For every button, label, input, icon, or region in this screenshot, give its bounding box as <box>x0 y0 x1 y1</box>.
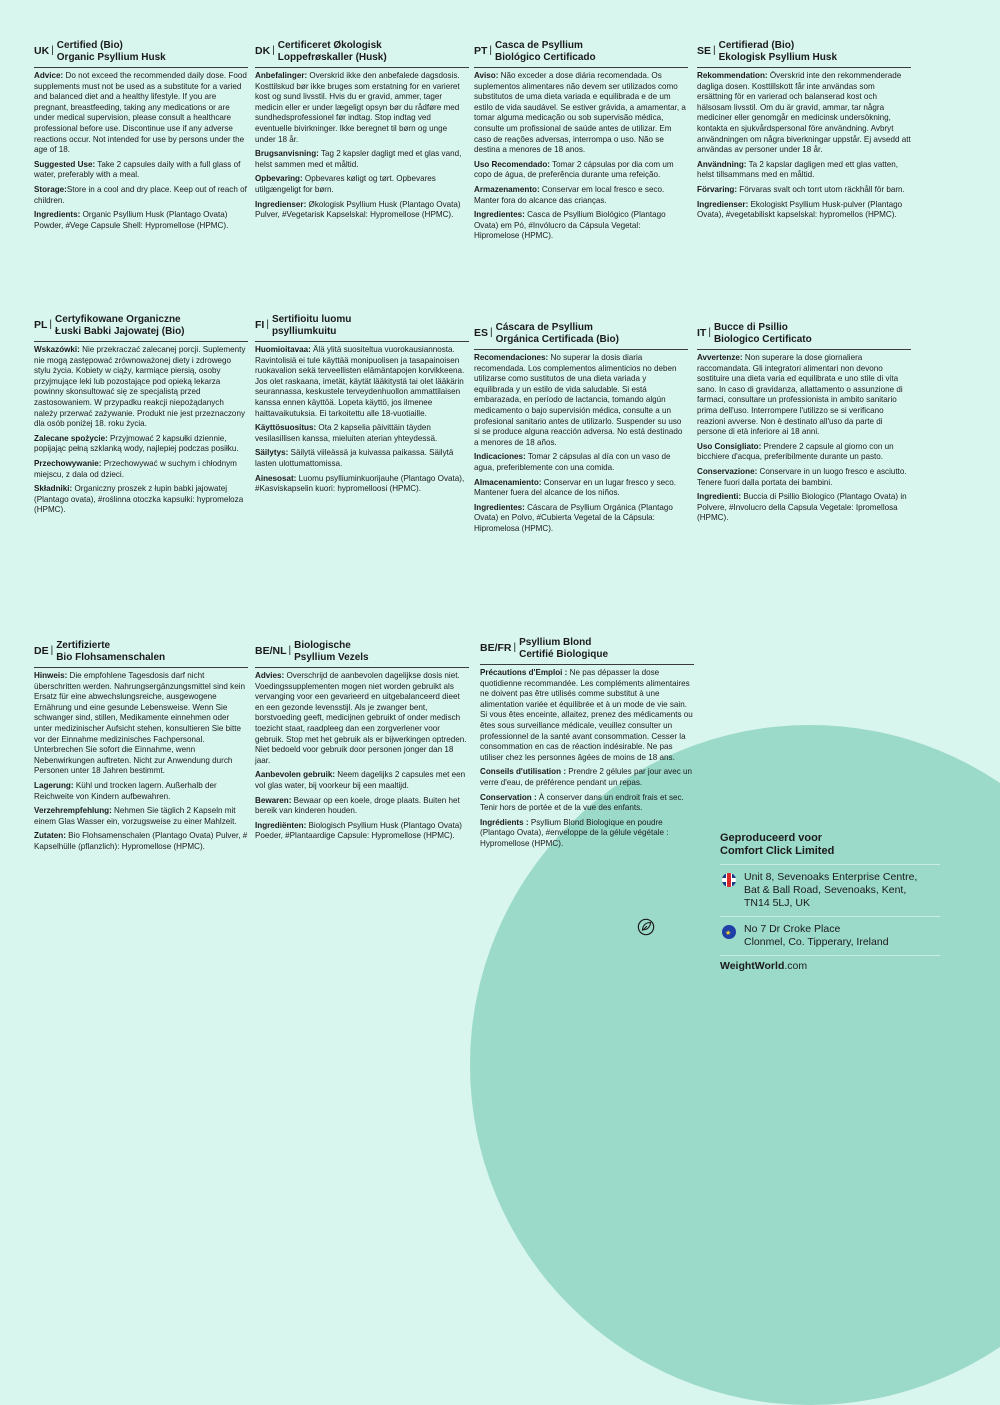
info-paragraph <box>255 770 469 791</box>
paragraph-text: À conserver dans un endroit frais et sec. Tenir hors de portée et de la vue des enfants. <box>480 792 684 813</box>
divider <box>697 67 911 68</box>
info-paragraph <box>697 185 911 196</box>
paragraph-label: Wskazówki: <box>34 345 80 354</box>
product-title: Zertifizierte Bio Flohsamenschalen <box>56 640 166 663</box>
uk-flag-icon <box>722 873 736 887</box>
country-code: DE <box>34 645 49 657</box>
info-paragraph <box>697 353 911 438</box>
section-uk <box>34 40 248 235</box>
paragraph-text: Do not exceed the recommended daily dose. Food supplements must not be used as a substitute for a varied and balanced diet and a healthy lifestyle. If you are pregnant, breastfeeding, taking any medications or are under medical supervision, please consult a healthcare professional before use. Discontinue use if any adverse reactions occur. Not intended for use by persons under the age of 18. <box>34 71 247 155</box>
paragraph-label: Armazenamento: <box>474 184 540 194</box>
paragraph-text: Buccia di Psillio Biologico (Plantago Ovata) in Polvere, #Involucro della Capsula Vegetale: Ipromellosa (HPMC). <box>697 492 907 523</box>
separator: | <box>288 645 292 656</box>
paragraph-label: Przechowywanie: <box>34 458 102 468</box>
paragraph-label: Säilytys: <box>255 448 289 458</box>
paragraph-text: Não exceder a dose diária recomendada. Os suplementos alimentares não devem ser utilizados como substitutos de uma dieta variada e equilibrada e de um estilo de vida saudável. Se estiver grávida, a amamentar, a tomar alguma medicação ou sob supervisão médica, consulte um profissional de saúde antes de utilizar. Em caso de reações adversas, interrompa o uso. Não se destina a menores de 18 anos. <box>474 71 686 155</box>
product-title: Cáscara de Psyllium Orgánica Certificada (Bio) <box>495 322 619 345</box>
info-paragraph <box>255 474 469 495</box>
section-header <box>255 40 469 63</box>
paragraph-text: Overskrid ikke den anbefalede dagsdosis. Kosttilskud bør ikke bruges som erstatning for en varieret kost og sund livsstil. Hvis du er gravid, ammer, tager medicin eller er under lægeligt opsyn bør du rådføre med sundhedsprofessionel før indtag. Stop indtag ved eventuelle bivirkninger. Ikke beregnet til børn og unge under 18 år. <box>255 71 460 144</box>
paragraph-text: Ne pas dépasser la dose quotidienne recommandée. Les compléments alimentaires ne doivent pas être utilisés comme substitut à une alimentation variée et équilibrée et à un mode de vie sain. Si vous êtes enceinte, allaitez, prenez des médicaments ou êtes sous surveillance médicale, veuillez consulter un professionnel de la santé avant consommation. Cesser la consommation en cas de réaction indésirable. Ne pas utiliser chez les personnes âgées de moins de 18 ans. <box>480 668 693 762</box>
separator: | <box>266 319 269 330</box>
info-paragraph <box>255 149 469 170</box>
separator: | <box>490 327 493 338</box>
separator: | <box>272 45 275 56</box>
divider <box>474 67 688 68</box>
website <box>720 956 940 972</box>
paragraph-label: Zalecane spożycie: <box>34 433 108 443</box>
info-paragraph <box>34 160 248 181</box>
paragraph-text: Tomar 2 cápsulas por dia com um copo de água, de preferência durante uma refeição. <box>474 159 674 180</box>
separator: | <box>489 45 493 56</box>
paragraph-label: Recomendaciones: <box>474 353 549 362</box>
paragraph-label: Lagerung: <box>34 780 74 790</box>
country-code: SE <box>697 45 712 57</box>
info-paragraph <box>255 821 469 842</box>
paragraph-label: Zutaten: <box>34 831 66 841</box>
info-paragraph <box>480 668 694 763</box>
website-tld: .com <box>784 960 808 972</box>
product-title: Certyfikowane Organiczne Łuski Babki Jajowatej (Bio) <box>55 314 185 337</box>
product-title: Bucce di Psillio Biologico Certificato <box>713 322 812 345</box>
paragraph-text: Ota 2 kapselia päivittäin täyden vesilasillisen kanssa, mieluiten aterian yhteydessä. <box>255 423 438 443</box>
paragraph-label: Suggested Use: <box>34 159 96 169</box>
section-header <box>255 314 469 337</box>
section-pt <box>474 40 688 246</box>
paragraph-label: Ingredienser: <box>697 199 749 209</box>
info-paragraph <box>34 831 248 852</box>
uk-address: Unit 8, Sevenoaks Enterprise Centre, Bat & Ball Road, Sevenoaks, Kent, TN14 5LJ, UK <box>744 871 918 909</box>
vegan-leaf-icon <box>637 918 655 936</box>
info-paragraph <box>34 185 248 206</box>
paragraph-text: Conservare in un luogo fresco e asciutto. Tenere fuori dalla portata dei bambini. <box>697 466 907 487</box>
info-paragraph <box>255 174 469 195</box>
paragraph-text: Opbevares køligt og tørt. Opbevares utilgængeligt for børn. <box>255 174 436 194</box>
info-paragraph <box>34 671 248 777</box>
info-paragraph <box>474 185 688 206</box>
section-header <box>34 40 248 63</box>
paragraph-label: Huomioitavaa: <box>255 345 311 354</box>
section-pl <box>34 314 248 520</box>
paragraph-label: Användning: <box>697 159 747 169</box>
paragraph-label: Förvaring: <box>697 184 738 194</box>
paragraph-text: Ta 2 kapslar dagligen med ett glas vatten, helst tillsammans med en måltid. <box>697 159 898 180</box>
paragraph-text: Conservar en un lugar fresco y seco. Mantener fuera del alcance de los niños. <box>474 477 676 498</box>
paragraph-label: Almacenamiento: <box>474 477 542 487</box>
paragraph-label: Brugsanvisning: <box>255 149 319 159</box>
paragraph-text: Nie przekraczać zalecanej porcji. Suplementy nie mogą zastępować zrównoważonej diety i zdrowego stylu życia. Kobiety w ciąży, karmiące piersią, osoby przyjmujące leki lub pozostające pod opieką lekarza powinny skonsultować się ze specjalistą przed zastosowaniem. W przypadku reakcji niepożądanych należy przerwać zażywanie. Produkt nie jest przeznaczony dla osób poniżej 18. roku życia. <box>34 345 246 429</box>
separator: | <box>513 642 517 653</box>
paragraph-text: Cáscara de Psyllium Orgánica (Plantago Ovata) en Polvo, #Cubierta Vegetal de la Cápsula: Hipromelosa (HPMC). <box>474 502 673 533</box>
info-paragraph <box>34 459 248 480</box>
section-be-fr <box>480 637 694 854</box>
separator: | <box>51 45 54 56</box>
product-title: Certificeret Økologisk Loppefrøskaller (Husk) <box>277 40 387 63</box>
info-paragraph <box>34 210 248 231</box>
paragraph-text: Förvaras svalt och torrt utom räckhåll för barn. <box>737 184 905 194</box>
section-dk <box>255 40 469 225</box>
paragraph-label: Ingredientes: <box>474 502 525 512</box>
paragraph-label: Opbevaring: <box>255 174 303 184</box>
paragraph-text: Organic Psyllium Husk (Plantago Ovata) Powder, #Vege Capsule Shell: Hypromellose (HPMC). <box>34 210 229 230</box>
separator: | <box>713 45 716 56</box>
paragraph-text: Nehmen Sie täglich 2 Kapseln mit einem Glas Wasser ein, vorzugsweise zu einer Mahlzeit. <box>34 806 237 826</box>
paragraph-text: Bio Flohsamenschalen (Plantago Ovata) Pulver, # Kapselhülle (pflanzlich): Hypromellose (HPMC). <box>34 831 248 851</box>
info-paragraph <box>474 71 688 156</box>
paragraph-text: Neem dagelijks 2 capsules met een vol glas water, bij voorkeur bij een maaltijd. <box>255 770 466 790</box>
paragraph-text: Prendere 2 capsule al giorno con un bicchiere d'acqua, preferibilmente durante un pasto. <box>697 441 894 462</box>
uk-address-row <box>720 865 940 916</box>
paragraph-text: Overschrijd de aanbevolen dagelijkse dosis niet. Voedingssupplementen mogen niet worden gebruikt als vervanging voor een gevarieerd en uitgebalanceerd dieet en een gezonde levensstijl. Als je zwanger bent, borstvoeding geeft, medicijnen gebruikt of onder medisch toezicht staat, raadpleeg dan een zorgverlener voor gebruik. Stop met het gebruik als er bijwerkingen optreden. Niet bedoeld voor gebruik door personen jonger dan 18 jaar. <box>255 671 467 765</box>
separator: | <box>708 327 711 338</box>
paragraph-label: Bewaren: <box>255 795 292 805</box>
info-paragraph <box>697 467 911 488</box>
section-de <box>34 640 248 857</box>
info-paragraph <box>255 345 469 419</box>
paragraph-label: Uso Recomendado: <box>474 159 551 169</box>
info-paragraph <box>474 353 688 448</box>
info-paragraph <box>697 492 911 524</box>
paragraph-label: Ingredienser: <box>255 199 307 209</box>
paragraph-text: Kühl und trocken lagern. Außerhalb der Reichweite von Kindern aufbewahren. <box>34 780 217 801</box>
paragraph-text: Psyllium Blond Biologique en poudre (Plantago Ovata), #enveloppe de la gélule végétale : Hypromellose (HPMC). <box>480 817 669 848</box>
paragraph-label: Conseils d'utilisation : <box>480 767 567 777</box>
product-title: Certified (Bio) Organic Psyllium Husk <box>56 40 166 63</box>
paragraph-label: Składniki: <box>34 484 73 494</box>
divider <box>34 667 248 668</box>
info-paragraph <box>255 423 469 444</box>
product-title: Certifierad (Bio) Ekologisk Psyllium Husk <box>718 40 837 63</box>
info-paragraph <box>697 200 911 221</box>
paragraph-label: Précautions d'Emploi : <box>480 668 568 677</box>
paragraph-label: Hinweis: <box>34 671 68 680</box>
paragraph-text: Ekologiskt Psyllium Husk-pulver (Plantago Ovata), #vegetabiliskt kapselskal: hypromellos (HPMC). <box>697 199 903 220</box>
info-paragraph <box>474 160 688 181</box>
divider <box>697 349 911 350</box>
divider <box>255 67 469 68</box>
paragraph-text: Przyjmować 2 kapsułki dziennie, popijając pełną szklanką wody, najlepiej podczas posiłku. <box>34 433 239 454</box>
divider <box>480 664 694 665</box>
country-code: BE/FR <box>480 642 512 654</box>
divider <box>34 341 248 342</box>
paragraph-text: Store in a cool and dry place. Keep out of reach of children. <box>34 184 247 205</box>
info-paragraph <box>34 345 248 430</box>
info-paragraph <box>474 503 688 535</box>
paragraph-text: Przechowywać w suchym i chłodnym miejscu, z dala od dzieci. <box>34 458 237 479</box>
info-paragraph <box>474 478 688 499</box>
info-paragraph <box>697 160 911 181</box>
paragraph-label: Storage: <box>34 184 67 194</box>
info-paragraph <box>480 818 694 850</box>
info-paragraph <box>474 452 688 473</box>
separator: | <box>50 645 54 656</box>
paragraph-label: Ainesosat: <box>255 473 297 483</box>
paragraph-label: Advice: <box>34 71 64 80</box>
paragraph-text: Take 2 capsules daily with a full glass of water, preferably with a meal. <box>34 159 241 180</box>
paragraph-label: Rekommendation: <box>697 71 768 80</box>
paragraph-label: Ingredienti: <box>697 492 742 502</box>
paragraph-text: Tag 2 kapsler dagligt med et glas vand, helst sammen med et måltid. <box>255 149 462 169</box>
paragraph-label: Verzehrempfehlung: <box>34 806 112 816</box>
info-paragraph <box>34 781 248 802</box>
paragraph-label: Aanbevolen gebruik: <box>255 770 336 780</box>
paragraph-label: Conservazione: <box>697 466 758 476</box>
info-paragraph <box>255 671 469 766</box>
country-code: PL <box>34 319 48 331</box>
paragraph-text: Casca de Psyllium Biológico (Plantago Ovata) em Pó, #Invólucro da Cápsula Vegetal: Hipromelose (HPMC). <box>474 210 666 241</box>
paragraph-text: Luomu psylliuminkuorijauhe (Plantago Ovata), #Kasviskapselin kuori: hypromelloosi (HPMC). <box>255 473 465 494</box>
info-paragraph <box>34 71 248 156</box>
paragraph-label: Uso Consigliato: <box>697 441 762 451</box>
website-name: WeightWorld <box>720 960 785 972</box>
paragraph-text: Organiczny proszek z łupin babki jajowatej (Plantago ovata), #roślinna otoczka kapsułki: hypromeloza (HPMC). <box>34 484 244 515</box>
paragraph-text: Säilytä viileässä ja kuivassa paikassa. Säilytä lasten ulottumattomissa. <box>255 448 454 468</box>
product-title: Biologische Psyllium Vezels <box>294 640 369 663</box>
manufacturer-block <box>720 832 940 972</box>
paragraph-label: Käyttösuositus: <box>255 423 317 433</box>
section-header <box>474 322 688 345</box>
paragraph-label: Ingredients: <box>34 210 81 220</box>
paragraph-text: No superar la dosis diaria recomendada. Los complementos alimenticios no deben utilizarse como sustitutos de una dieta variada y equilibrada y un estilo de vida saludable. Si está embarazada, en período de lactancia, tomando algún medicamento o bajo supervisión médica, consulte a un profesional sanitario antes de utilizarlo. Suspender su uso si se produce alguna reacción adversa. No está destinado a menores de 18 años. <box>474 353 683 447</box>
section-header <box>255 640 469 663</box>
section-se <box>697 40 911 225</box>
paragraph-label: Ingrédients : <box>480 817 529 827</box>
info-paragraph <box>697 71 911 156</box>
country-code: FI <box>255 319 265 331</box>
product-title: Psyllium Blond Certifié Biologique <box>519 637 609 660</box>
divider <box>34 67 248 68</box>
paragraph-text: Tomar 2 cápsulas al día con un vaso de agua, preferiblemente con una comida. <box>474 452 671 472</box>
info-paragraph <box>255 71 469 145</box>
paragraph-text: Biologisch Psyllium Husk (Plantago Ovata) Poeder, #Plantaardige Capsule: Hypromellose (HPMC). <box>255 820 462 841</box>
paragraph-text: Älä ylitä suositeltua vuorokausiannosta. Ravintolisiä ei tule käyttää monipuolisen ja tasapainoisen ruokavalion sekä terveellisten elämäntapojen korvikkeena. Jos olet raskaana, imetät, käytät lääkitystä tai olet lääkärin seurannassa, keskustele terveydenhuollon ammattilaisen kanssa ennen käyttöä. Lopeta käyttö, jos ilmenee haittavaikutuksia. Ei tarkoitettu alle 18-vuotiaille. <box>255 345 465 418</box>
section-es <box>474 322 688 539</box>
info-paragraph <box>697 442 911 463</box>
paragraph-text: Økologisk Psyllium Husk (Plantago Ovata) Pulver, #Vegetarisk Kapselskal: Hypromellose (HPMC). <box>255 199 461 220</box>
section-it <box>697 322 911 528</box>
info-paragraph <box>255 200 469 221</box>
info-paragraph <box>255 448 469 469</box>
country-code: DK <box>255 45 271 57</box>
separator: | <box>49 319 53 330</box>
divider <box>255 667 469 668</box>
paragraph-label: Indicaciones: <box>474 452 526 462</box>
info-paragraph <box>480 767 694 788</box>
paragraph-text: Bewaar op een koele, droge plaats. Buiten het bereik van kinderen houden. <box>255 795 460 816</box>
section-header <box>34 314 248 337</box>
section-header <box>480 637 694 660</box>
section-header <box>697 322 911 345</box>
paragraph-text: Överskrid inte den rekommenderade dagliga dosen. Kosttillskott får inte användas som ersättning för en varierad och balanserad kost och hälsosam livsstil. Om du är gravid, ammar, tar några mediciner eller genomgår en medicinsk undersökning, kontakta en sjukvårdspersonal före användning. Avbryt användningen om några biverkningar uppstår. Ej avsedd att användas av personer under 18 år. <box>697 71 911 155</box>
paragraph-label: Avvertenze: <box>697 353 743 362</box>
product-title: Sertifioitu luomu psylliumkuitu <box>271 314 352 337</box>
paragraph-text: Die empfohlene Tagesdosis darf nicht überschritten werden. Nahrungsergänzungsmittel sind kein Ersatz für eine abwechslungsreiche, ausgewogene Ernährung und eine gesunde Lebensweise. Wenn Sie schwanger sind, stillen, Medikamente einnehmen oder unter medizinischer Aufsicht stehen, konsultieren Sie bitte vor der Einnahme medizinisches Fachpersonal. Unterbrechen Sie sofort die Einnahme, wenn Nebenwirkungen auftreten. Nicht zur Anwendung durch Personen unter 18 Jahren bestimmt. <box>34 671 246 776</box>
country-code: PT <box>474 45 488 57</box>
info-paragraph <box>34 484 248 516</box>
info-paragraph <box>255 796 469 817</box>
paragraph-text: Conservar em local fresco e seco. Manter fora do alcance das crianças. <box>474 184 665 205</box>
section-fi <box>255 314 469 499</box>
divider <box>474 349 688 350</box>
paragraph-text: Prendre 2 gélules par jour avec un verre d'eau, de préférence pendant un repas. <box>480 767 693 787</box>
paragraph-label: Anbefalinger: <box>255 71 308 80</box>
manufacturer-title: Geproduceerd voor Comfort Click Limited <box>720 832 835 857</box>
info-paragraph <box>474 210 688 242</box>
info-paragraph <box>34 434 248 455</box>
section-header <box>34 640 248 663</box>
paragraph-text: Non superare la dose giornaliera raccomandata. Gli integratori alimentari non devono sostituire una dieta varia ed equilibrata e uno stile di vita sano. In caso di gravidanza, allattamento o assunzione di farmaci, consultare un professionista in ambito sanitario prima dell'uso. Interrompere l'utilizzo se si verificano reazioni avverse. Non è destinato all'uso da parte di persone di età inferiore ai 18 anni. <box>697 353 903 437</box>
country-code: ES <box>474 327 489 339</box>
info-paragraph <box>34 806 248 827</box>
country-code: BE/NL <box>255 645 287 657</box>
ie-address-row <box>720 917 940 955</box>
paragraph-label: Ingredientes: <box>474 210 525 220</box>
paragraph-label: Conservation : <box>480 792 537 802</box>
eu-flag-icon <box>722 925 736 939</box>
section-header <box>697 40 911 63</box>
ie-address: No 7 Dr Croke Place Clonmel, Co. Tipperary, Ireland <box>744 923 889 948</box>
section-header <box>474 40 688 63</box>
info-paragraph <box>480 793 694 814</box>
product-title: Casca de Psyllium Biológico Certificado <box>495 40 596 63</box>
paragraph-label: Advies: <box>255 671 285 680</box>
paragraph-label: Ingrediënten: <box>255 820 307 830</box>
paragraph-label: Aviso: <box>474 71 499 80</box>
country-code: UK <box>34 45 50 57</box>
divider <box>255 341 469 342</box>
country-code: IT <box>697 327 707 339</box>
section-be-nl <box>255 640 469 846</box>
